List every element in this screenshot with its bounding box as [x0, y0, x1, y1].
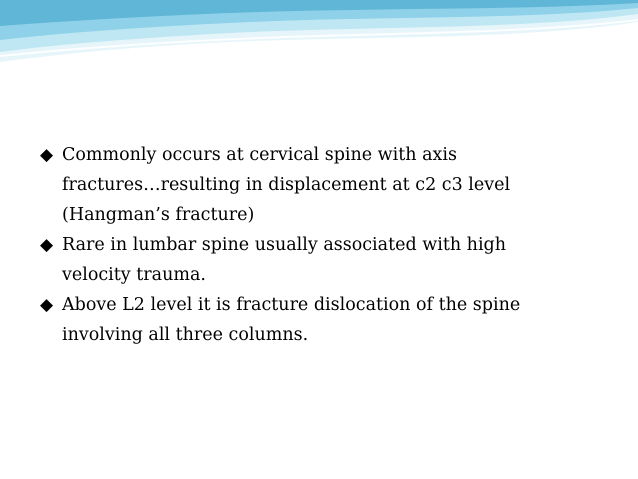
header-wave-decoration — [0, 0, 638, 70]
bullet-item — [40, 230, 600, 290]
bullet-line: velocity trauma. — [62, 265, 206, 285]
bullet-line: involving all three columns. — [62, 325, 309, 345]
diamond-bullet-icon: ◆ — [40, 235, 54, 255]
diamond-bullet-icon: ◆ — [40, 295, 54, 315]
bullet-list — [40, 140, 600, 350]
bullet-item — [40, 140, 600, 230]
bullet-line: fractures…resulting in displacement at c2 c3 level — [62, 175, 511, 195]
bullet-item — [40, 290, 600, 350]
bullet-line: Commonly occurs at cervical spine with axis — [62, 145, 458, 165]
bullet-line: Rare in lumbar spine usually associated with high — [62, 235, 507, 255]
bullet-line: Above L2 level it is fracture dislocation of the spine — [62, 295, 521, 315]
diamond-bullet-icon: ◆ — [40, 145, 54, 165]
bullet-line: (Hangman’s fracture) — [62, 205, 255, 225]
